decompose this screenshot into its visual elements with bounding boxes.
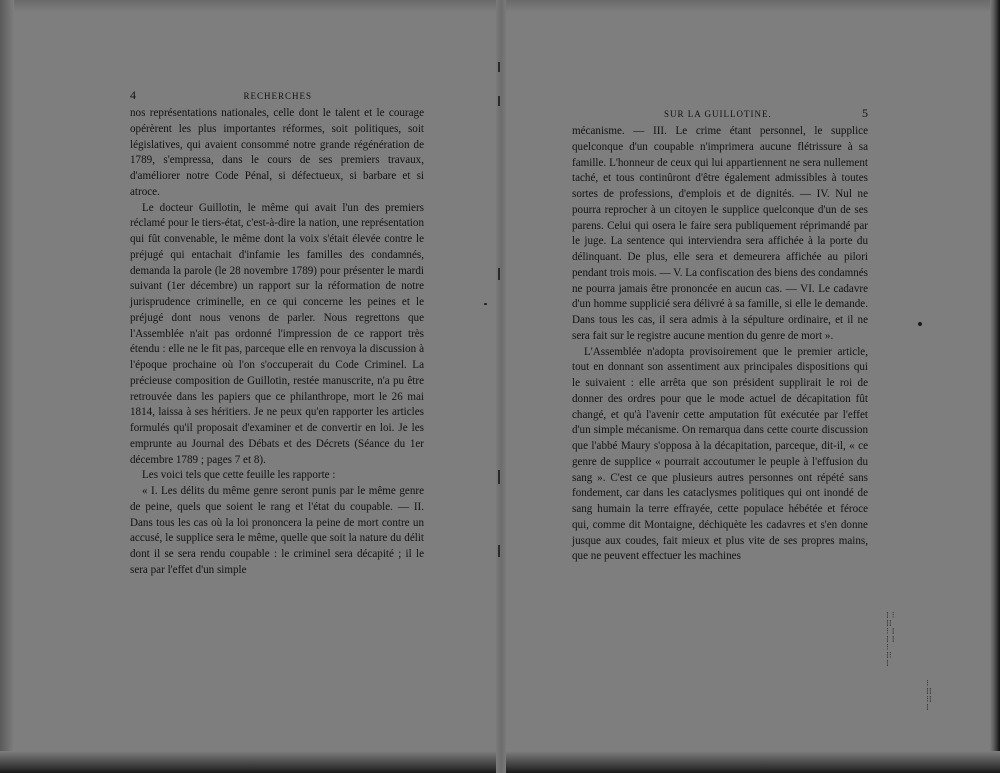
scan-left-edge — [0, 0, 14, 773]
gutter-mark — [498, 545, 500, 557]
left-page-body — [130, 106, 424, 579]
gutter-mark — [498, 62, 500, 72]
right-page — [572, 88, 868, 565]
scan-speck — [484, 303, 487, 305]
right-running-head: SUR LA GUILLOTINE. — [664, 109, 772, 119]
scan-right-edge — [990, 0, 1000, 773]
gutter-mark — [498, 470, 500, 484]
left-page-number: 4 — [130, 88, 136, 102]
gutter-mark — [498, 268, 500, 280]
left-page — [130, 88, 424, 579]
scan-speck — [918, 322, 922, 326]
left-paragraph-2: Le docteur Guillotin, le même qui avait l'un des premiers réclamé pour le tiers-état, c'est-à-dire la nation, une représentation qui fût convenable, le même dont la voix s'était élevée contre le préjugé qui entachait d'infamie les familles des condamnés, demanda la parole (le 28 novembre 1789) pour présenter le mardi suivant (1er décembre) un rapport sur la réformation de notre jurisprudence criminelle, en ce qui concerne les peines et le préjugé dont nous venons de parler. Nous regrettons que l'Assemblée n'ait pas ordonné l'impression de ce rapport très étendu : elle ne le fit pas, parceque elle en renvoya la discussion à l'époque prochaine où l'on s'occuperait du Code Criminel. La précieuse composition de Guillotin, restée manuscrite, n'a pu être retrouvée dans les papiers que ce philanthrope, mort le 26 mai 1814, laissa à ses héritiers. Je ne peux qu'en rapporter les articles formulés qu'il proposait d'examiner et de convertir en loi. Je les emprunte au Journal des Débats et des Décrets (Séance du 1er décembre 1789 ; pages 7 et 8). — [130, 201, 424, 466]
margin-smudge: ⁝ ⁞⁞ ⁝⁞ ⁞ — [926, 679, 932, 713]
book-gutter — [496, 0, 506, 773]
left-running-head: RECHERCHES — [243, 91, 312, 101]
right-page-body — [572, 124, 868, 565]
right-page-number: 5 — [862, 106, 868, 120]
right-paragraph-2: L'Assemblée n'adopta provisoirement que le premier article, tout en donnant son assentiment aux principales dispositions qui le suivaient : elle arrêta que son président supplirait le roi de donner des ordres pour que le mode actuel de décapitation fût changé, et qu'à l'avenir cette amputation fût exécutée par l'effet d'un simple mécanisme. On remarqua dans cette courte discussion que l'abbé Maury s'opposa à la décapitation, parceque, dit-il, « ce genre de supplice « pourrait accoutumer le peuple à l'effusion du sang ». C'est ce que plusieurs autres personnes ont répété sans fondement, car dans les cataclysmes politiques qui ont inondé de sang humain la terre effrayée, cette populace hébétée et féroce qui, comme dit Montaigne, déchiquète les cadavres et s'en donne jusque aux coudes, fait mieux et plus vite de ses propres mains, que ne peuvent effectuer les machines — [572, 345, 868, 563]
right-page-header — [572, 106, 868, 124]
gutter-mark — [498, 96, 500, 106]
left-paragraph-4: « I. Les délits du même genre seront punis par le même genre de peine, quels que soient le rang et l'état du coupable. — II. Dans tous les cas où la loi prononcera la peine de mort contre un accusé, le supplice sera le même, quelle que soit la nature du délit dont il se sera rendu coupable : le criminel sera décapité ; il le sera par l'effet d'un simple — [130, 485, 424, 576]
left-paragraph-3: Les voici tels que cette feuille les rapporte : — [142, 469, 336, 482]
left-page-header — [130, 88, 424, 106]
margin-smudge: ⁞ ⁝ ⁞⁞ ⁝ ⁞ ⁞ ⁞ ⁝ ⁞⁝ ⁞ — [886, 611, 895, 669]
right-paragraph-1: mécanisme. — III. Le crime étant personnel, le supplice quelconque d'un coupable n'imprimera aucune flétrissure à sa famille. L'honneur de ceux qui lui appartiennent ne sera nullement taché, et tous continûront d'être également admissibles à toutes sortes de professions, d'emplois et de dignités. — IV. Nul ne pourra reprocher à un citoyen le supplice quelconque d'un de ses parens. Celui qui osera le faire sera publiquement réprimandé par le juge. La sentence qui interviendra sera affichée à la porte du délinquant. De plus, elle sera et demeurera affichée au pilori pendant trois mois. — V. La confiscation des biens des condamnés ne pourra jamais être prononcée en aucun cas. — VI. Le cadavre d'un homme supplicié sera délivré à sa famille, si elle le demande. Dans tous les cas, il sera admis à la sépulture ordinaire, et il ne sera fait sur le registre aucune mention du genre de mort ». — [572, 125, 868, 342]
left-paragraph-1: nos représentations nationales, celle dont le talent et le courage opérèrent les plus importantes réformes, soit politiques, soit législatives, qui avaient consommé notre grande régénération de 1789, s'empressa, dans le cours de ses premiers travaux, d'améliorer notre Code Pénal, si défectueux, si barbare et si atroce. — [130, 107, 424, 198]
